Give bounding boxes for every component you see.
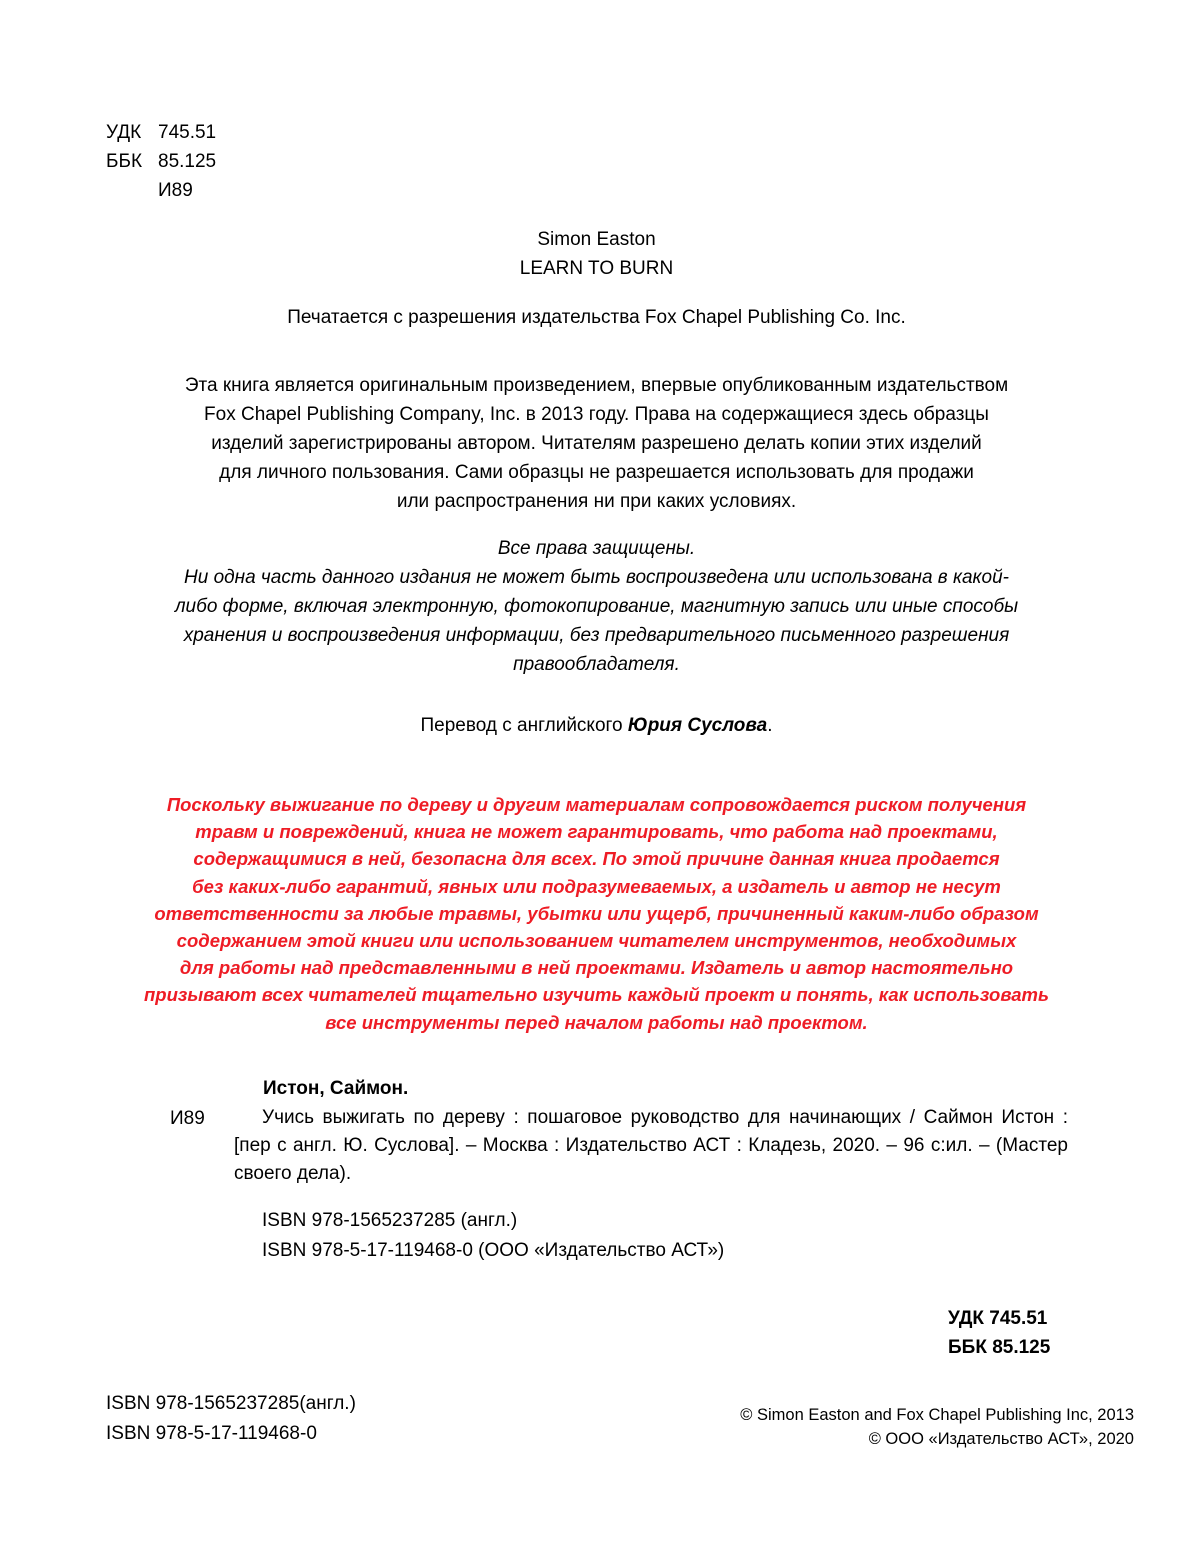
rights-line: Ни одна часть данного издания не может быть воспроизведена или использована в какой- — [184, 567, 1009, 588]
copyright-block — [600, 1403, 1134, 1451]
translation-credit — [0, 711, 1193, 740]
about-line: для личного пользования. Сами образцы не разрешается использовать для продажи — [219, 462, 974, 483]
translation-prefix: Перевод с английского — [420, 715, 628, 736]
warning-line: без каких-либо гарантий, явных или подразумеваемых, а издатель и автор не несут — [192, 875, 1001, 897]
warning-line: ответственности за любые травмы, убытки или ущерб, причиненный каким-либо образом — [154, 902, 1039, 924]
copyright-line: © Simon Easton and Fox Chapel Publishing Inc, 2013 — [740, 1406, 1134, 1424]
safety-warning — [0, 791, 1193, 1036]
author-mark-top: И89 — [158, 180, 193, 201]
catalog-udk: УДК 745.51 — [948, 1308, 1048, 1329]
warning-line: содержащимися в ней, безопасна для всех. По этой причине данная книга продается — [193, 848, 1000, 870]
rights-paragraph — [0, 534, 1193, 679]
translator-name: Юрия Суслова — [627, 715, 768, 736]
catalog-bbk: ББК 85.125 — [948, 1337, 1051, 1358]
warning-line: травм и повреждений, книга не может гарантировать, что работа над проектами, — [195, 821, 998, 843]
original-author: Simon Easton — [537, 229, 656, 250]
warning-line: все инструменты перед началом работы над проектом. — [325, 1011, 868, 1033]
permission-line: Печатается с разрешения издательства Fox Chapel Publishing Co. Inc. — [287, 307, 906, 328]
rights-line: Все права защищены. — [497, 538, 696, 559]
catalog-description: Учись выжигать по дереву : пошаговое руководство для начинающих / Саймон Истон : [пер с англ. Ю. Суслова]. – Москва : Издательство АСТ : Кладезь, 2020. – 96 с:ил. – (Мастер своего дела). — [234, 1107, 1068, 1184]
catalog-isbn-line: ISBN 978-5-17-119468-0 (ООО «Издательство АСТ») — [262, 1240, 725, 1261]
about-line: Эта книга является оригинальным произведением, впервые опубликованным издательством — [184, 375, 1009, 396]
copyright-line: © ООО «Издательство АСТ», 2020 — [868, 1430, 1134, 1448]
udk-label: УДК — [106, 122, 142, 143]
bottom-isbn-line: ISBN 978-1565237285(англ.) — [106, 1393, 356, 1414]
rights-line: правообладателя. — [513, 654, 680, 675]
warning-line: Поскольку выжигание по дереву и другим материалам сопровождается риском получения — [166, 794, 1027, 815]
warning-line: призывают всех читателей тщательно изучить каждый проект и понять, как использовать — [144, 984, 1049, 1006]
bbk-value: 85.125 — [158, 151, 217, 172]
about-line: или распространения ни при каких условиях. — [396, 491, 797, 512]
classification-block — [106, 118, 256, 208]
catalog-isbn-line: ISBN 978-1565237285 (англ.) — [262, 1210, 518, 1231]
about-paragraph — [0, 371, 1193, 516]
warning-line: содержанием этой книги или использованием читателем инструментов, необходимых — [176, 930, 1017, 952]
about-line: Fox Chapel Publishing Company, Inc. в 2013 году. Права на содержащиеся здесь образцы — [204, 404, 989, 425]
rights-line: хранения и воспроизведения информации, без предварительного письменного разрешения — [183, 625, 1010, 646]
bbk-label: ББК — [106, 151, 143, 172]
about-line: изделий зарегистрированы автором. Читателям разрешено делать копии этих изделий — [211, 433, 982, 454]
catalog-heading: Истон, Саймон. — [263, 1078, 409, 1099]
original-title: LEARN TO BURN — [519, 258, 674, 279]
warning-line: для работы над представленными в ней проектами. Издатель и автор настоятельно — [179, 957, 1014, 979]
rights-line: либо форме, включая электронную, фотокопирование, магнитную запись или иные способы — [174, 596, 1019, 617]
catalog-card — [0, 1074, 1193, 1358]
catalog-author-mark: И89 — [170, 1108, 205, 1129]
udk-value: 745.51 — [158, 122, 217, 143]
translation-suffix: . — [767, 715, 773, 736]
bottom-isbn-line: ISBN 978-5-17-119468-0 — [106, 1423, 317, 1444]
